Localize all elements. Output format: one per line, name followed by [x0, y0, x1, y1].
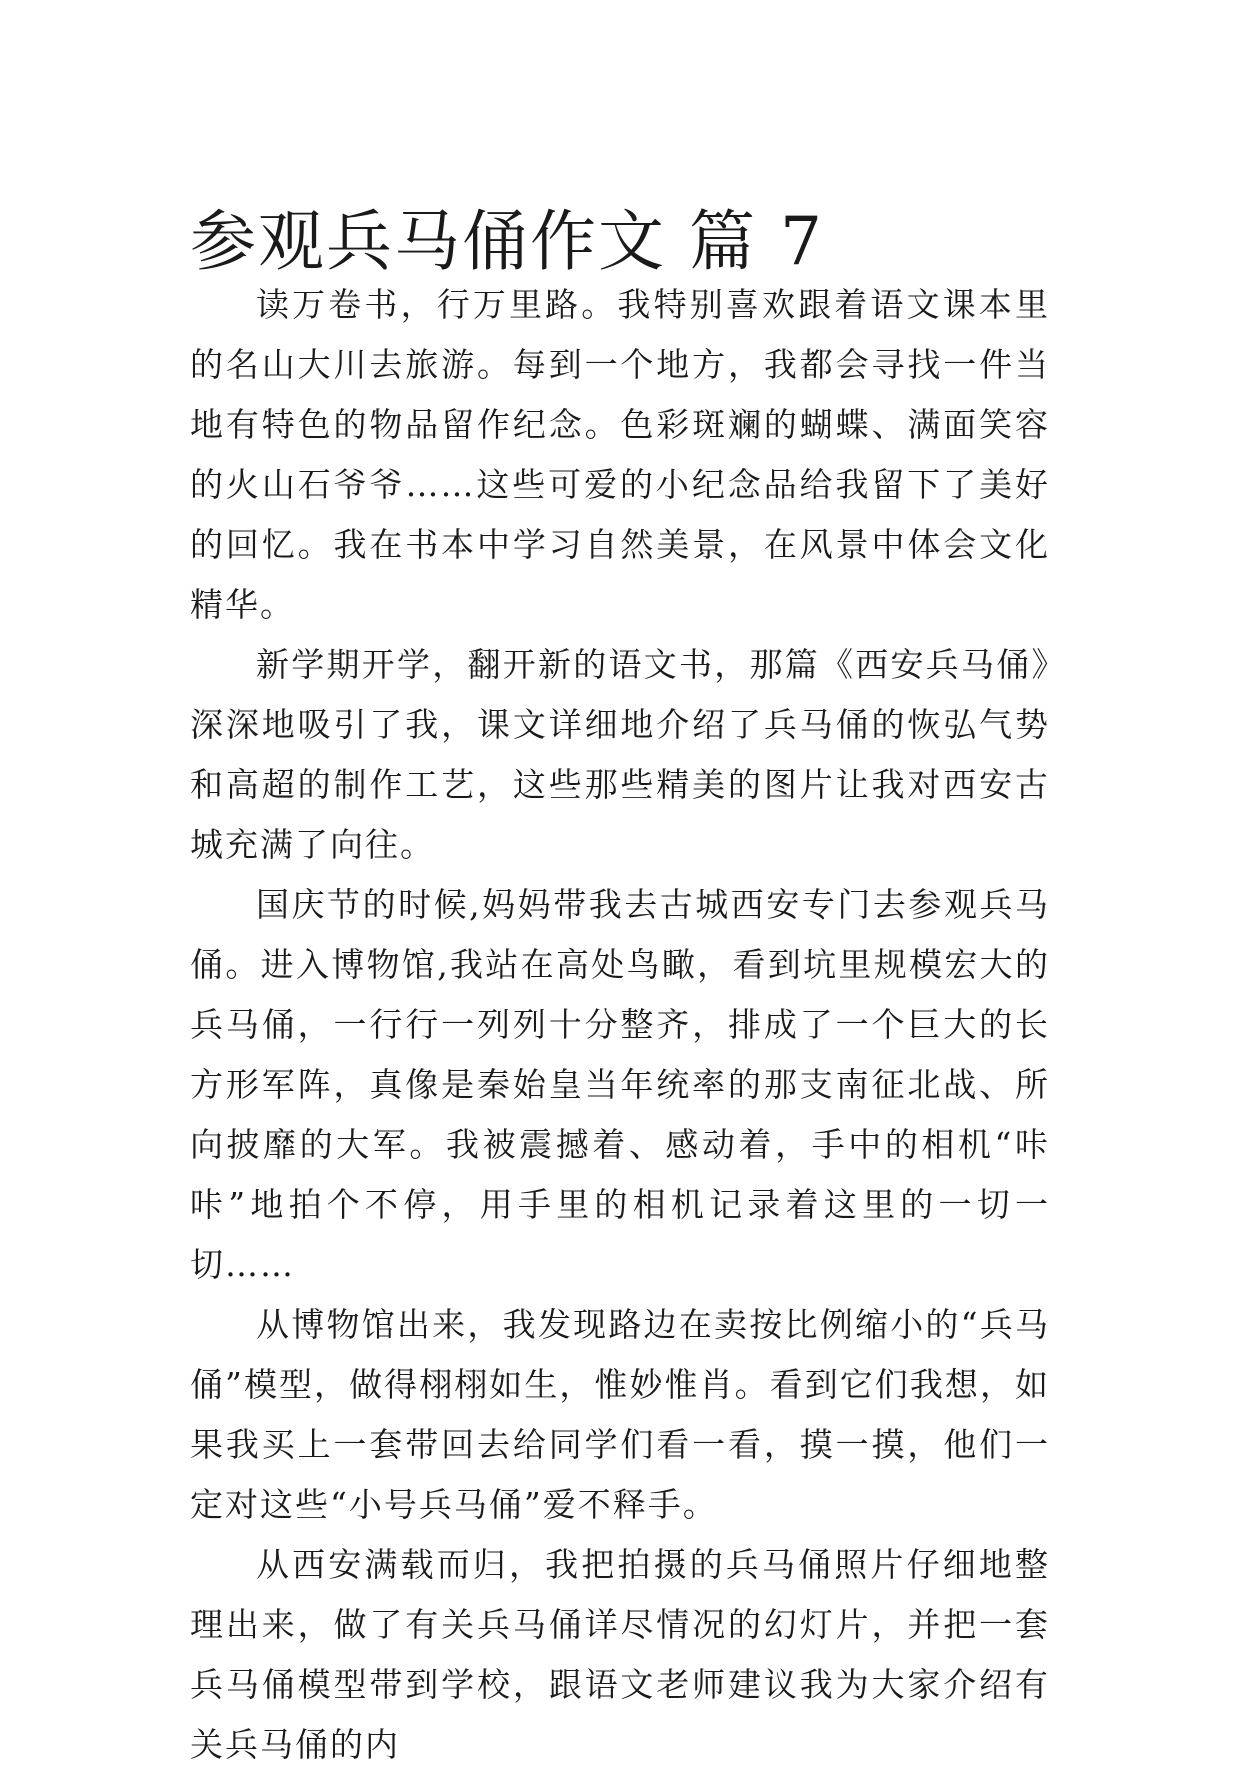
paragraph-5: 从西安满载而归，我把拍摄的兵马俑照片仔细地整理出来，做了有关兵马俑详尽情况的幻灯片，并把一套兵马俑模型带到学校，跟语文老师建议我为大家介绍有关兵马俑的内 [190, 1545, 1050, 1764]
paragraph-3: 国庆节的时候,妈妈带我去古城西安专门去参观兵马俑。进入博物馆,我站在高处鸟瞰，看到坑里规模宏大的兵马俑，一行行一列列十分整齐，排成了一个巨大的长方形军阵，真像是秦始皇当年统率的那支南征北战、所向披靡的大军。我被震撼着、感动着，手中的相机“咔咔”地拍个不停，用手里的相机记录着这里的一切一切…… [190, 885, 1050, 1284]
paragraph-4: 从博物馆出来，我发现路边在卖按比例缩小的“兵马俑”模型，做得栩栩如生，惟妙惟肖。看到它们我想，如果我买上一套带回去给同学们看一看，摸一摸，他们一定对这些“小号兵马俑”爱不释手。 [190, 1305, 1050, 1524]
document-body [190, 203, 1050, 1775]
paragraph-1: 读万卷书，行万里路。我特别喜欢跟着语文课本里的名山大川去旅游。每到一个地方，我都会寻找一件当地有特色的物品留作纪念。色彩斑斓的蝴蝶、满面笑容的火山石爷爷……这些可爱的小纪念品给我留下了美好的回忆。我在书本中学习自然美景，在风景中体会文化精华。 [190, 285, 1050, 624]
essay-heading: 参观兵马俑作文 篇 7 [190, 203, 824, 280]
paragraph-2: 新学期开学，翻开新的语文书，那篇《西安兵马俑》深深地吸引了我，课文详细地介绍了兵马俑的恢弘气势和高超的制作工艺，这些那些精美的图片让我对西安古城充满了向往。 [190, 645, 1050, 864]
